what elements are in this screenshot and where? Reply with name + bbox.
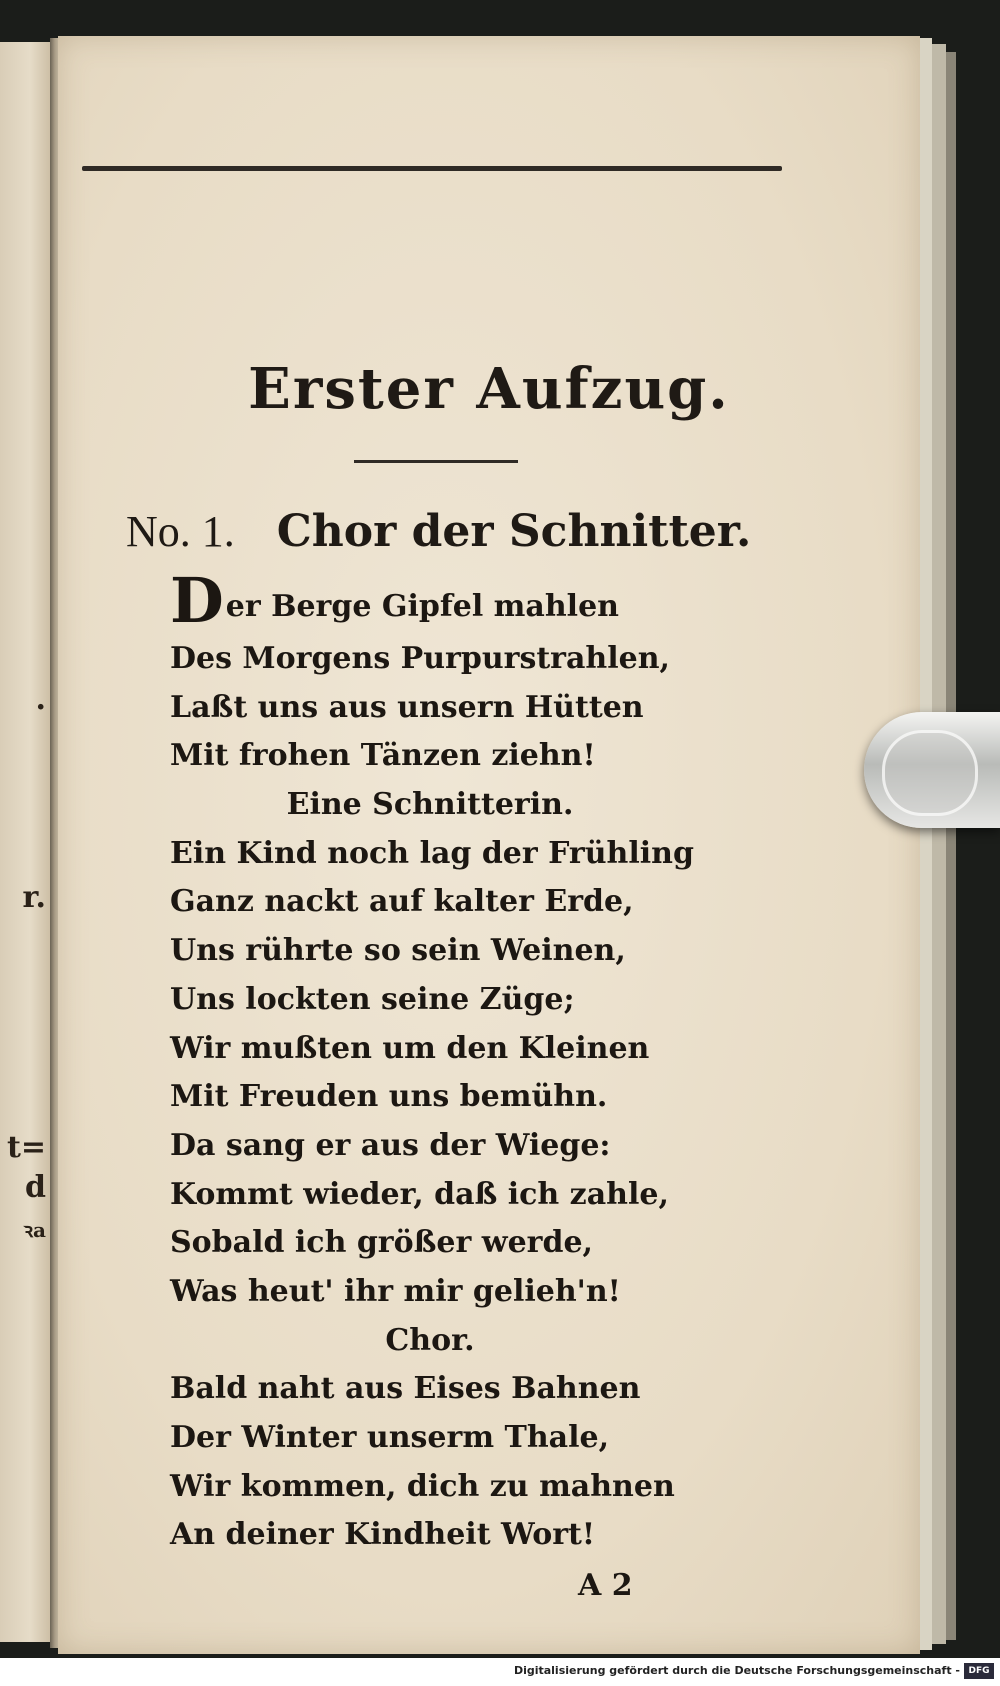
dfg-logo: DFG	[964, 1663, 994, 1679]
book-page	[58, 36, 920, 1654]
verse-line: Mit frohen Tänzen ziehn!	[170, 738, 596, 774]
verse-line: Laßt uns aus unsern Hütten	[170, 689, 644, 725]
page-clip-loop	[882, 730, 978, 816]
act-heading: Erster Aufzug.	[248, 356, 730, 422]
section-title: Chor der Schnitter.	[276, 506, 752, 557]
top-rule	[82, 166, 782, 171]
speaker-label: Eine Schnitterin.	[286, 787, 574, 823]
page-edge	[932, 44, 946, 1644]
verse-line: Uns rührte so sein Weinen,	[170, 933, 626, 969]
page-edge	[918, 38, 932, 1650]
verse-line: Sobald ich größer werde,	[170, 1225, 593, 1261]
speaker-label: Chor.	[385, 1322, 475, 1358]
adjacent-page-fragment: .	[35, 682, 46, 717]
page-edge	[946, 52, 956, 1640]
verse-line: Was heut' ihr mir gelieh'n!	[170, 1273, 621, 1309]
signature-mark: A 2	[578, 1568, 633, 1603]
verse-line: Bald naht aus Eises Bahnen	[170, 1371, 641, 1407]
verse-line: Ein Kind noch lag der Frühling	[170, 835, 694, 871]
footer-bar	[0, 1658, 1000, 1686]
verse-line: Da sang er aus der Wiege:	[170, 1127, 611, 1163]
verse-block	[170, 564, 810, 1560]
verse-line: Kommt wieder, daß ich zahle,	[170, 1176, 669, 1212]
verse-line-text: er Berge Gipfel mahlen	[225, 589, 619, 624]
verse-line: An deiner Kindheit Wort!	[170, 1517, 596, 1553]
heading-rule	[354, 460, 518, 463]
adjacent-page-fragment: t=	[7, 1130, 46, 1165]
verse-line: Wir mußten um den Kleinen	[170, 1030, 650, 1066]
section-number: No. 1.	[126, 507, 235, 556]
adjacent-page	[0, 42, 50, 1642]
page-clip	[864, 712, 1000, 828]
adjacent-page-fragment: r.	[22, 880, 46, 915]
verse-line	[170, 564, 810, 637]
verse-line: Uns lockten seine Züge;	[170, 981, 575, 1017]
section-heading	[126, 506, 846, 557]
verse-line: Mit Freuden uns bemühn.	[170, 1079, 608, 1115]
verse-line: Der Winter unserm Thale,	[170, 1420, 610, 1455]
verse-line: Wir kommen, dich zu mahnen	[170, 1468, 675, 1504]
adjacent-page-fragment: d	[25, 1170, 46, 1205]
drop-cap: D	[170, 564, 224, 637]
verse-line: Des Morgens Purpurstrahlen,	[170, 641, 670, 676]
adjacent-page-fragment: ꝛa	[23, 1218, 46, 1242]
verse-line: Ganz nackt auf kalter Erde,	[170, 884, 634, 920]
funding-notice: Digitalisierung gefördert durch die Deutsche Forschungsgemeinschaft -	[513, 1664, 960, 1677]
